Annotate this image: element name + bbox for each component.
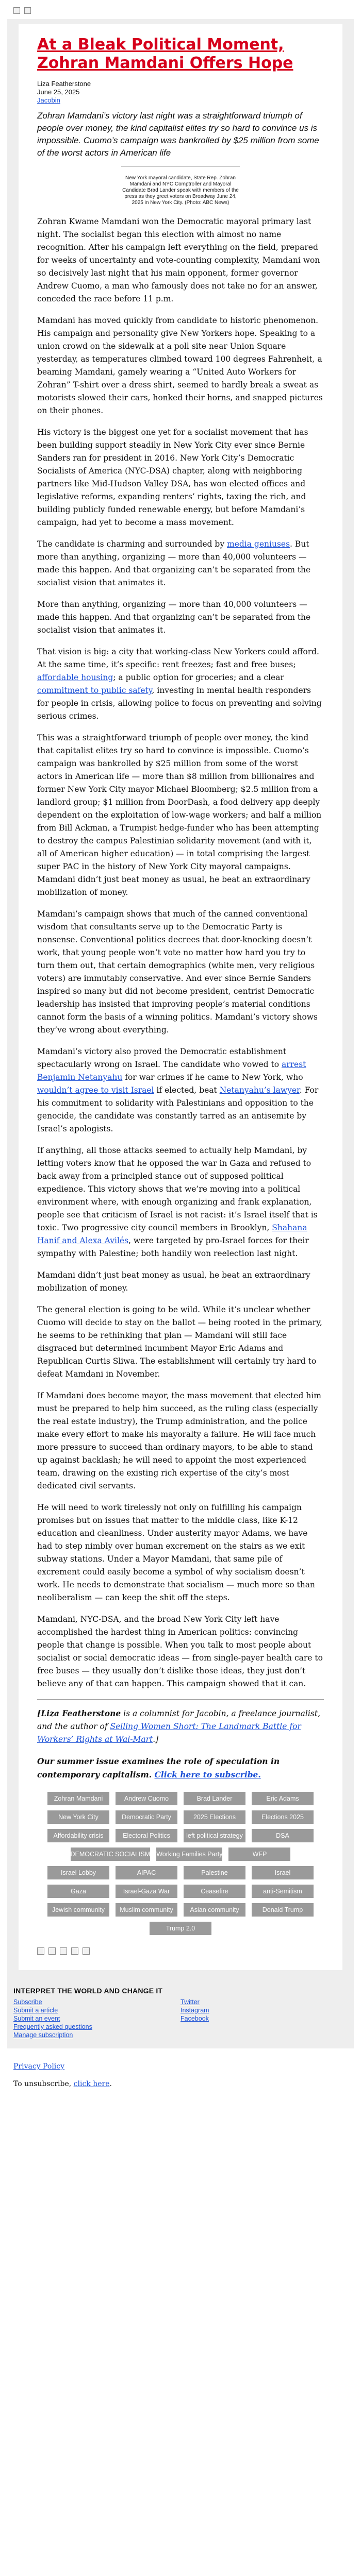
text-run: is a columnist for xyxy=(121,1709,196,1718)
text-run: . For his commitment to solidarity with Palestinians and opposition to the genocide, the candidate was constantly tarred as an antisemite by Israel’s apologists. xyxy=(37,1086,319,1133)
text-run: , were targeted by pro-Israel forces for their sympathy with Palestine; both handily won reelection last night. xyxy=(37,1236,309,1258)
paragraph: The general election is going to be wild. While it’s unclear whether Cuomo will decide to stay on the ballot — being rooted in the primary, he seems to be rethinking that plan — Mamdani will still face disgraced but determined incumbent Mayor Eric Adams and Republican Curtis Sliwa. The establishment will certainly try hard to defeat Mamdani in November. xyxy=(37,1305,322,1379)
text-run: , a freelance journalist, and the author of xyxy=(37,1709,320,1731)
tag-button[interactable]: New York City xyxy=(47,1810,109,1824)
email-page xyxy=(7,0,354,2111)
paragraph: More than anything, organizing — more than 40,000 volunteers — made this happen. And that organizing can’t be separated from the socialist vision that animates it. xyxy=(37,600,311,635)
paragraph: Zohran Kwame Mamdani won the Democratic mayoral primary last night. The socialist began this election with almost no name recognition. After his campaign left everything on the field, prepared for weeks of uncertainty and vote-counting complexity, Mamdani won so decisively last night that his main opponent, former governor Andrew Cuomo, a man who famously does not take no for an answer, conceded the race before 11 p.m. xyxy=(37,217,320,303)
share-icon[interactable] xyxy=(60,1947,67,1955)
footer-columns xyxy=(13,1998,348,2039)
byline xyxy=(37,80,324,105)
text-run: To unsubscribe, xyxy=(13,2080,74,2088)
subscribe-link[interactable]: Click here to subscribe. xyxy=(154,1770,261,1780)
share-icon[interactable] xyxy=(71,1947,78,1955)
note-run xyxy=(37,1756,280,1780)
bottom-area xyxy=(7,2048,354,2111)
tag-button[interactable]: Ceasefire xyxy=(184,1885,245,1898)
text-run: Jacobin xyxy=(196,1709,226,1718)
bio-run xyxy=(37,1708,121,1718)
tag-button[interactable]: Gaza xyxy=(47,1885,109,1898)
text-run: Our summer issue examines the role of speculation in contemporary capitalism. xyxy=(37,1756,280,1780)
publication-link[interactable]: Jacobin xyxy=(37,96,60,104)
paragraph xyxy=(37,1045,324,1136)
inline-link[interactable]: Shahana Hanif and Alexa Avilés xyxy=(37,1223,307,1245)
text-run: for war crimes if he came to New York, who xyxy=(122,1073,303,1082)
article-title[interactable]: At a Bleak Political Moment, Zohran Mamdani Offers Hope xyxy=(37,36,293,72)
paragraph xyxy=(37,538,324,589)
photo-image xyxy=(121,166,240,172)
footer-right-links xyxy=(180,1998,348,2039)
tag-button[interactable]: Asian community xyxy=(184,1903,245,1917)
top-icons xyxy=(13,7,354,14)
author-name: Liza Featherstone xyxy=(37,80,91,88)
inline-link[interactable]: wouldn’t agree to visit Israel xyxy=(37,1086,154,1095)
photo-caption: New York mayoral candidate, State Rep. Zohran Mamdani and NYC Comptroller and Mayoral Candidate Brad Lander speak with members of the press as they greet voters on Broadway June 24, 2025 in New York City. (Photo: ABC News) xyxy=(122,175,239,206)
text-run: Liza Featherstone xyxy=(41,1708,121,1718)
paragraph: This was a straightforward triumph of people over money, the kind that capitalist elites try so hard to convince is impossible. Cuomo’s campaign was bankrolled by $25 million from some of the worst actors in American life — more than $8 million from billionaires and former New York City mayor Michael Bloomberg; $2.5 million from a landlord group; $1 million from DoorDash, a food delivery app deeply dependent on the exploitation of low-wage workers; and half a million from Bill Ackman, a Trumpist hedge-funder who has been attempting to destroy the campus Palestinian solidarity movement (and with it, all of American higher education) — in total comprising the largest super PAC in the history of New York City mayoral campaigns. Mamdani didn’t just beat money as usual, he beat an extraordinary mobilization of money. xyxy=(37,733,322,897)
tag-button[interactable]: left political strategy xyxy=(184,1829,245,1842)
article-container xyxy=(7,19,354,1985)
text-run: .] xyxy=(153,1735,159,1744)
tag-button[interactable]: Jewish community xyxy=(47,1903,109,1917)
inline-link[interactable]: Netanyahu’s lawyer xyxy=(219,1086,300,1095)
article-photo xyxy=(121,166,240,206)
inline-link[interactable]: arrest Benjamin Netanyahu xyxy=(37,1060,306,1082)
tag-button[interactable]: Democratic Party xyxy=(116,1810,177,1824)
text-run: . xyxy=(109,2080,112,2088)
paragraph xyxy=(37,1144,324,1260)
text-run: ; a public option for groceries; and a clear xyxy=(113,673,284,682)
social-link[interactable]: Twitter xyxy=(180,1998,200,2006)
paragraph: He will need to work tirelessly not only on fulfilling his campaign promises but on issues that matter to the middle class, like K-12 education and cleanliness. Under austerity mayor Adams, we have had to step nimbly over human excrement on the stairs as we exit subway stations. Under a Mayor Mamdani, that same pile of excrement could easily become a symbol of why socialism doesn’t work. He needs to demonstrate that socialism — much more so than neoliberalism — can keep the shit off the steps. xyxy=(37,1503,315,1602)
article-card xyxy=(19,24,342,1970)
book-link[interactable]: Selling Women Short: The Landmark Battle for Workers’ Rights at Wal-Mart xyxy=(37,1722,301,1744)
social-link[interactable]: Instagram xyxy=(180,2007,209,2014)
tag-button[interactable]: Andrew Cuomo xyxy=(116,1792,177,1805)
tag-button[interactable]: Elections 2025 xyxy=(252,1810,314,1824)
inline-link[interactable]: affordable housing xyxy=(37,673,113,682)
tag-button[interactable]: Eric Adams xyxy=(252,1792,314,1805)
text-run: That vision is big: a city that working-class New Yorkers could afford. At the same time, it’s specific: rent freezes; fast and free buses; xyxy=(37,647,319,669)
inline-link[interactable]: commitment to public safety xyxy=(37,686,152,695)
share-icon[interactable] xyxy=(83,1947,90,1955)
paragraph: Mamdani, NYC-DSA, and the broad New York City left have accomplished the hardest thing in American politics: convincing people that change is possible. When you talk to most people about socialist or social democratic ideas — from single-payer health care to free buses — they usually don’t dislike those ideas, they just don’t believe any of that can happen. This campaign showed that it can. xyxy=(37,1615,323,1688)
paragraph xyxy=(37,646,324,723)
tag-button[interactable]: Donald Trump xyxy=(252,1903,314,1917)
paragraph: Mamdani didn’t just beat money as usual, he beat an extraordinary mobilization of money. xyxy=(37,1270,310,1293)
footer-link[interactable]: Manage subscription xyxy=(13,2031,73,2039)
tag-button[interactable]: DEMOCRATIC SOCIALISM xyxy=(71,1848,151,1861)
text-run: if elected, beat xyxy=(154,1086,220,1095)
share-icons xyxy=(37,1947,324,1955)
divider xyxy=(37,1699,324,1700)
inline-link[interactable]: media geniuses xyxy=(227,539,290,549)
tag-button[interactable]: Working Families Party xyxy=(156,1848,222,1861)
text-run: , investing in mental health responders for people in crisis, allowing police to focus on preventing and solving serious crimes. xyxy=(37,686,322,721)
footer-left-links xyxy=(13,1998,180,2039)
tag-button[interactable]: Palestine xyxy=(184,1866,245,1879)
author-bio xyxy=(37,1707,324,1746)
tag-button[interactable]: anti-Semitism xyxy=(252,1885,314,1898)
article-deck: Zohran Mamdani’s victory last night was a straightforward triumph of people over money, the kind capitalist elites try so hard to convince us is impossible. Cuomo’s campaign was bankrolled by $25 million from some of the worst actors in American life xyxy=(37,111,319,158)
tag-button[interactable]: Electoral Politics xyxy=(116,1829,177,1842)
footer-link[interactable]: Frequently asked questions xyxy=(13,2023,92,2030)
tag-button[interactable]: Zohran Mamdani xyxy=(47,1792,109,1805)
tag-button[interactable]: Brad Lander xyxy=(184,1792,245,1805)
image-placeholder-icon xyxy=(13,7,20,14)
image-placeholder-icon xyxy=(24,7,31,14)
tag-button[interactable]: Muslim community xyxy=(116,1903,177,1917)
footer-link[interactable]: Submit an event xyxy=(13,2015,60,2022)
social-link[interactable]: Facebook xyxy=(180,2015,209,2022)
footer-link[interactable]: Submit a article xyxy=(13,2007,58,2014)
text-run: If anything, all those attacks seemed to actually help Mamdani, by letting voters know that he opposed the war in Gaza and refused to back away from a principled stance out of supposed political expedience. This victory shows that we’re moving into a political environment where, with enough organizing and frank explanation, people see that criticism of Israel is not racist: it’s Israel itself that is toxic. Two progressive city council members in Brooklyn, xyxy=(37,1146,318,1232)
paragraph: Mamdani’s campaign shows that much of the canned conventional wisdom that consultants serve up to the Democratic Party is nonsense. Conventional politics decrees that door-knocking doesn’t work, that young people won’t vote no matter how hard you try to turn them out, that certain demographics (white men, very religious voters) are immutably conservative. And ever since Bernie Sanders inspired so many but did not become president, centrist Democratic leadership has insisted that improving people’s material conditions cannot form the basis of a winning politics. Mamdani’s victory shows they’ve wrong about everything. xyxy=(37,909,318,1035)
publish-date: June 25, 2025 xyxy=(37,88,80,96)
privacy-policy-link[interactable]: Privacy Policy xyxy=(13,2062,65,2071)
share-icon[interactable] xyxy=(48,1947,56,1955)
tag-button[interactable]: AIPAC xyxy=(116,1866,177,1879)
tag-button[interactable]: WFP xyxy=(228,1848,290,1861)
footer-heading: INTERPRET THE WORLD AND CHANGE IT xyxy=(13,1987,163,1995)
tag-button[interactable]: DSA xyxy=(252,1829,314,1842)
text-run: . But more than anything, organizing — more than 40,000 volunteers — made this happen. And that organizing can’t be separated from the socialist vision that animates it. xyxy=(37,539,311,587)
text-run: Mamdani’s victory also proved the Democratic establishment spectacularly wrong on Israel. The candidate who vowed to xyxy=(37,1047,287,1069)
tag-button[interactable]: Affordability crisis xyxy=(47,1829,109,1842)
tag-button[interactable]: Trump 2.0 xyxy=(150,1922,211,1935)
subscribe-note xyxy=(37,1755,324,1782)
footer xyxy=(7,1985,354,2048)
share-icon[interactable] xyxy=(37,1947,44,1955)
unsubscribe-line xyxy=(13,2078,348,2090)
unsubscribe-link[interactable]: click here xyxy=(73,2080,110,2088)
tag-list xyxy=(37,1792,324,1935)
text-run: [ xyxy=(37,1708,41,1718)
text-run: The candidate is charming and surrounded by xyxy=(37,539,227,549)
tag-button[interactable]: Israel-Gaza War xyxy=(116,1885,177,1898)
paragraph: If Mamdani does become mayor, the mass movement that elected him must be prepared to help him succeed, as the ruling class (especially the real estate industry), the Trump administration, and the police make every effort to make his mayoralty a failure. He will face much more pressure to succeed than ordinary mayors, to be able to stand up against backlash; he will need to appoint the most experienced team, drawing on the existing rich expertise of the city’s most dedicated civil servants. xyxy=(37,1391,321,1490)
tag-button[interactable]: 2025 Elections xyxy=(184,1810,245,1824)
tag-button[interactable]: Israel Lobby xyxy=(47,1866,109,1879)
footer-link[interactable]: Subscribe xyxy=(13,1998,42,2006)
paragraph: Mamdani has moved quickly from candidate to historic phenomenon. His campaign and personality give New Yorkers hope. Speaking to a union crowd on the sidewalk at a poll site near Union Square yesterday, as temperatures climbed toward 100 degrees Fahrenheit, a beaming Mamdani, gamely wearing a “United Auto Workers for Zohran” T-shirt over a dress shirt, seemed to hardly break a sweat as motorists slowed their cars, honked their horns, and snapped pictures on their phones. xyxy=(37,316,323,415)
tag-button[interactable]: Israel xyxy=(252,1866,314,1879)
paragraph: His victory is the biggest one yet for a socialist movement that has been building support steadily in New York City ever since Bernie Sanders ran for president in 2016. New York City’s Democratic Socialists of America (NYC-DSA) chapter, along with neighboring partners like Mid-Hudson Valley DSA, has won elected offices and legislative reforms, expanding renters’ rights, taxing the rich, and building publicly funded renewable energy, but before Mamdani’s campaign, had yet to become a mass movement. xyxy=(37,428,308,527)
